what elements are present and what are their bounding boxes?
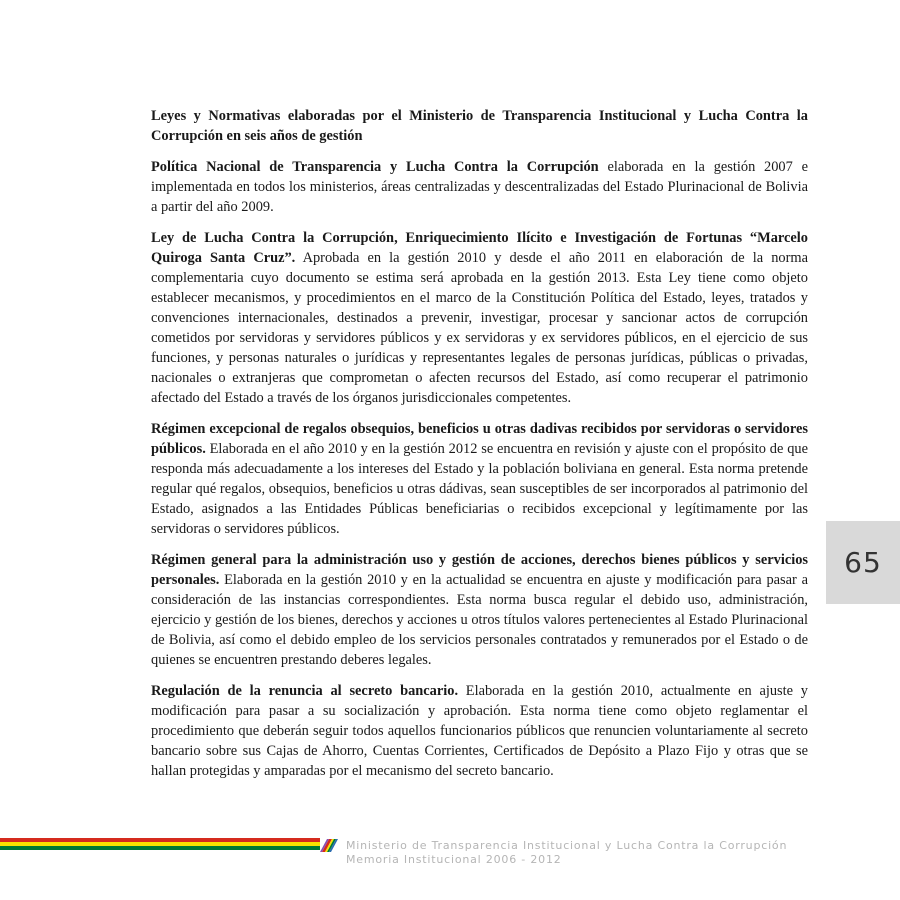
- paragraph-title: Régimen excepcional de regalos obsequios, beneficios u otras dadivas recibidos por servidoras o servidores públicos.: [151, 421, 808, 457]
- paragraph-title: Ley de Lucha Contra la Corrupción, Enriquecimiento Ilícito e Investigación de Fortunas “Marcelo Quiroga Santa Cruz”.: [151, 230, 808, 266]
- wiphala-flag-icon: [320, 836, 338, 852]
- footer-ministry: Ministerio de Transparencia Institucional y Lucha Contra la Corrupción: [346, 839, 788, 852]
- paragraph-title: Regulación de la renuncia al secreto bancario.: [151, 683, 459, 699]
- paragraph-text: Elaborada en la gestión 2010 y en la actualidad se encuentra en ajuste y modificación para pasar a consideración de las instancias correspondientes. Esta norma busca regular el debido uso, administración, ejercicio y gestión de los bienes, derechos y acciones u otros títulos valores pertenecientes al Estado Plurinacional de Bolivia, así como el debido empleo de los servicios personales contratados y remunerados por el Estado o de quienes se encuentren prestando deberes legales.: [151, 572, 808, 668]
- footer: [346, 839, 787, 867]
- flag-stripe-green: [0, 846, 332, 850]
- paragraph-title: Política Nacional de Transparencia y Lucha Contra la Corrupción: [151, 159, 599, 175]
- paragraph-text: Aprobada en la gestión 2010 y desde el año 2011 en elaboración de la norma complementaria cuyo documento se estima será aprobada en la gestión 2013. Esta Ley tiene como objeto establecer mecanismos, y procedimientos en el marco de la Constitución Política del Estado, leyes, tratados y convenciones internacionales, destinados a prevenir, investigar, procesar y sancionar actos de corrupción cometidos por servidoras y servidores públicos y ex servidoras y ex servidores públicos, en el ejercicio de sus funciones, y personas naturales o jurídicas y representantes legales de personas jurídicas, públicas o privadas, nacionales o extranjeras que comprometan o afecten recursos del Estado, así como recuperar el patrimonio afectado del Estado a través de los órganos jurisdiccionales competentes.: [151, 250, 808, 406]
- paragraph-regimen-general: [151, 550, 808, 670]
- paragraph-text: elaborada en la gestión 2007 e implementada en todos los ministerios, áreas centralizadas y descentralizadas del Estado Plurinacional de Bolivia a partir del año 2009.: [151, 159, 808, 215]
- bolivia-flag-stripes: [0, 838, 332, 850]
- paragraph-text: Elaborada en la gestión 2010, actualmente en ajuste y modificación para pasar a su socialización y aprobación. Esta norma tiene como objeto reglamentar el procedimiento que deberán seguir todos aquellos funcionarios públicos que renuncien voluntariamente al secreto bancario sobre sus Cajas de Ahorro, Cuentas Corrientes, Certificados de Depósito a Plazo Fijo y otras que se hallan protegidas y amparadas por el mecanismo del secreto bancario.: [151, 683, 808, 779]
- paragraph-secreto-bancario: [151, 681, 808, 781]
- paragraph-title: Régimen general para la administración uso y gestión de acciones, derechos bienes públicos y servicios personales.: [151, 552, 808, 588]
- page-number: 65: [844, 546, 882, 579]
- document-body: [151, 106, 808, 792]
- page-number-tab: [826, 521, 900, 604]
- section-heading: Leyes y Normativas elaboradas por el Ministerio de Transparencia Institucional y Lucha Contra la Corrupción en seis años de gestión: [151, 108, 808, 144]
- paragraph-text: Elaborada en el año 2010 y en la gestión 2012 se encuentra en revisión y ajuste con el propósito de que responda más adecuadamente a los intereses del Estado y la población boliviana en general. Esta norma pretende regular qué regalos, obsequios, beneficios u otras dádivas, sean susceptibles de ser incorporados al patrimonio del Estado, asignados a las Entidades Públicas beneficiarias o recibidos excepcional y legítimamente por las servidoras o servidores públicos.: [151, 441, 808, 537]
- footer-memoria: Memoria Institucional 2006 - 2012: [346, 853, 562, 866]
- paragraph-regimen-excepcional: [151, 419, 808, 539]
- paragraph-politica-nacional: [151, 157, 808, 217]
- paragraph-ley-lucha-corrupcion: [151, 228, 808, 408]
